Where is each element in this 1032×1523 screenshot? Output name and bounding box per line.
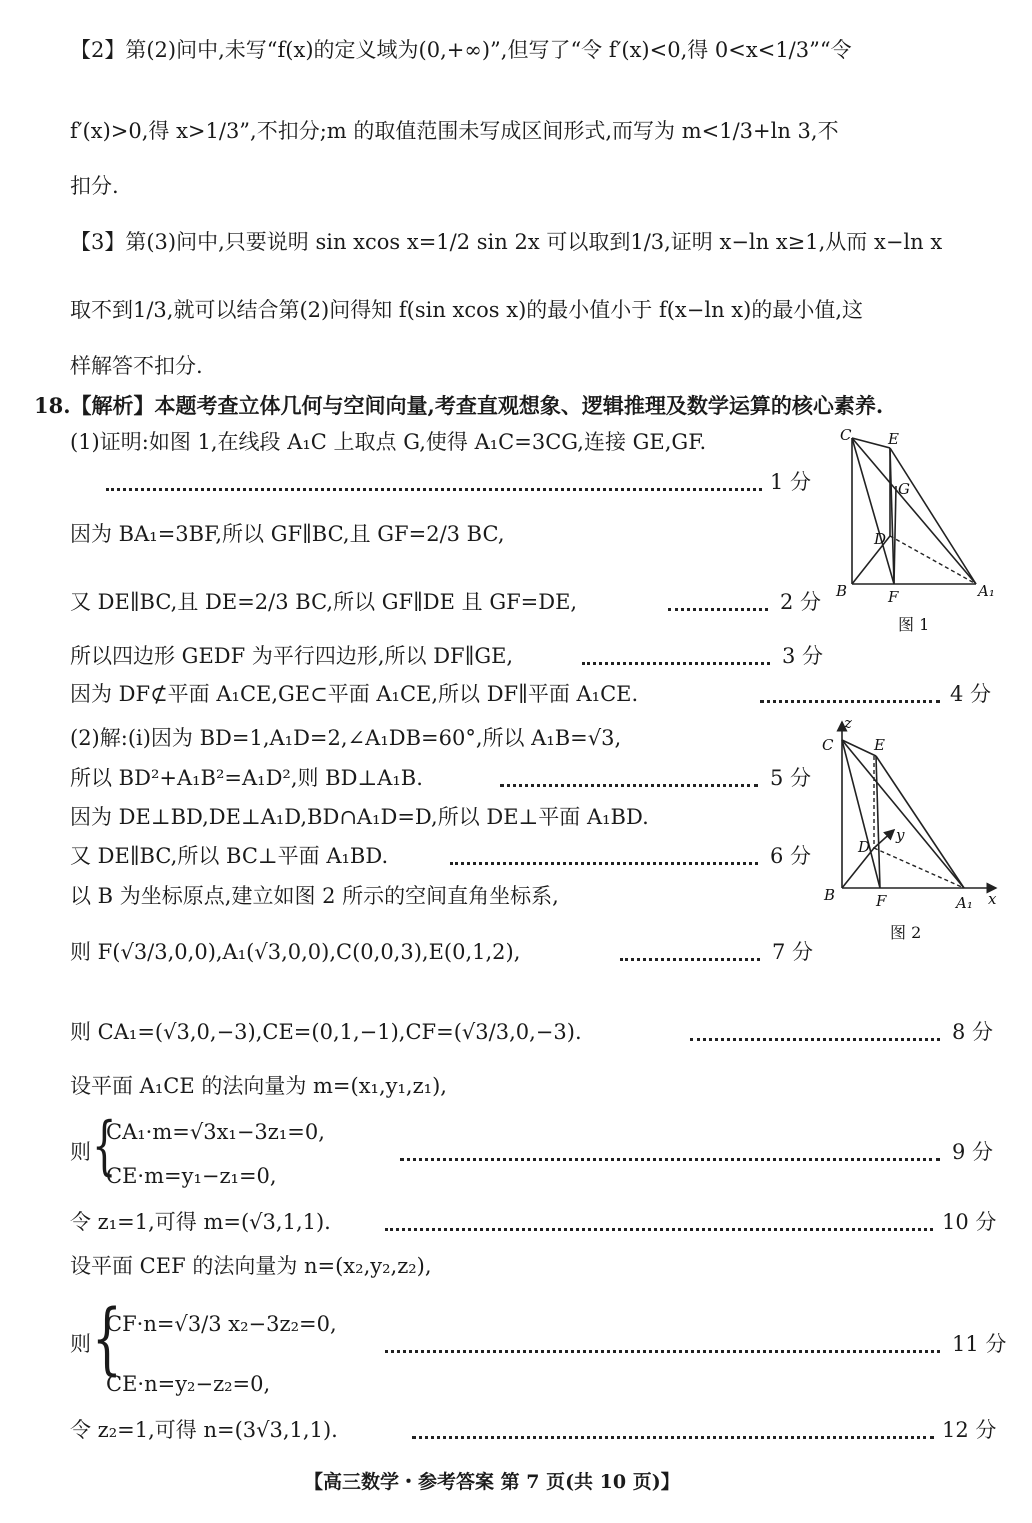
edge-ce	[842, 740, 876, 756]
p2-line5: 以 B 为坐标原点,建立如图 2 所示的空间直角坐标系,	[70, 884, 559, 908]
p2-line7: 则 CA₁=(√3,0,−3),CE=(0,1,−1),CF=(√3/3,0,−3).	[70, 1020, 582, 1044]
edge-ef	[876, 756, 880, 888]
score-1: 1 分	[770, 470, 812, 494]
label-e: E	[888, 430, 899, 448]
score-5: 5 分	[770, 766, 812, 790]
fig1-caption: 图 1	[898, 615, 930, 634]
label-c: C	[840, 426, 852, 444]
p2-line3: 因为 DE⊥BD,DE⊥A₁D,BD∩A₁D=D,所以 DE⊥平面 A₁BD.	[70, 805, 649, 829]
edge-ea1	[890, 448, 976, 584]
dot-leader	[385, 1350, 940, 1353]
score-9: 9 分	[952, 1140, 994, 1164]
note3-line1: 【3】第(3)问中,只要说明 sin xcos x=1/2 sin 2x 可以取到1/3,证明 x−ln x≥1,从而 x−ln x	[70, 230, 943, 254]
score-10: 10 分	[942, 1210, 997, 1234]
score-4: 4 分	[950, 682, 992, 706]
then-label: 则	[70, 1332, 91, 1356]
edge-fg	[894, 486, 896, 584]
dot-leader	[400, 1158, 940, 1161]
note3-line3: 样解答不扣分.	[70, 354, 203, 378]
p2-eq2: CE·m=y₁−z₁=0,	[106, 1164, 277, 1188]
figure-1	[828, 426, 1008, 636]
dot-leader	[385, 1228, 933, 1231]
label-e: E	[874, 736, 885, 754]
note3-line2: 取不到1/3,就可以结合第(2)问得知 f(sin xcos x)的最小值小于 f(x−ln x)的最小值,这	[70, 298, 863, 322]
label-z: z	[844, 716, 852, 732]
dot-leader	[690, 1038, 940, 1041]
q18-header: 18.【解析】本题考查立体几何与空间向量,考查直观想象、逻辑推理及数学运算的核心素养.	[34, 393, 884, 418]
label-f: F	[888, 588, 899, 606]
label-c: C	[822, 736, 834, 754]
label-b: B	[824, 886, 836, 904]
score-11: 11 分	[952, 1332, 1007, 1356]
dot-leader	[760, 700, 940, 703]
score-8: 8 分	[952, 1020, 994, 1044]
page-footer: 【高三数学・参考答案 第 7 页(共 10 页)】	[304, 1471, 680, 1493]
label-g: G	[898, 480, 910, 498]
fig2-caption: 图 2	[890, 923, 922, 942]
p1-line1: (1)证明:如图 1,在线段 A₁C 上取点 G,使得 A₁C=3CG,连接 GE,GF.	[70, 430, 707, 454]
edge-ce	[852, 438, 890, 448]
p2-line2: 所以 BD²+A₁B²=A₁D²,则 BD⊥A₁B.	[70, 766, 423, 790]
label-f: F	[876, 892, 887, 910]
label-a1: A₁	[956, 894, 973, 912]
p2-line1: (2)解:(ⅰ)因为 BD=1,A₁D=2,∠A₁DB=60°,所以 A₁B=√3,	[70, 726, 622, 750]
note2-line3: 扣分.	[70, 174, 119, 198]
dot-leader	[620, 958, 760, 961]
then-label: 则	[70, 1140, 91, 1164]
label-y: y	[896, 826, 905, 844]
p2-line15: 令 z₂=1,可得 n=(3√3,1,1).	[70, 1418, 338, 1442]
edge-ca1	[852, 438, 976, 584]
edge-cf	[852, 438, 894, 584]
p2-eq3: CF·n=√3/3 x₂−3z₂=0,	[106, 1312, 337, 1336]
figure-2	[816, 716, 1012, 948]
brace: {	[92, 1109, 117, 1183]
p1-line2: 因为 BA₁=3BF,所以 GF∥BC,且 GF=2/3 BC,	[70, 522, 505, 546]
p2-line6: 则 F(√3/3,0,0),A₁(√3,0,0),C(0,0,3),E(0,1,2),	[70, 940, 521, 964]
p1-line3: 又 DE∥BC,且 DE=2/3 BC,所以 GF∥DE 且 GF=DE,	[70, 590, 578, 614]
p1-line5: 因为 DF⊄平面 A₁CE,GE⊂平面 A₁CE,所以 DF∥平面 A₁CE.	[70, 682, 639, 706]
note2-line1: 【2】第(2)问中,未写“f(x)的定义域为(0,+∞)”,但写了“令 f′(x)<0,得 0<x<1/3”“令	[70, 38, 852, 62]
dot-leader	[412, 1436, 934, 1439]
score-6: 6 分	[770, 844, 812, 868]
p2-line8: 设平面 A₁CE 的法向量为 m=(x₁,y₁,z₁),	[70, 1074, 447, 1098]
p2-eq1: CA₁·m=√3x₁−3z₁=0,	[106, 1120, 325, 1144]
p1-line4: 所以四边形 GEDF 为平行四边形,所以 DF∥GE,	[70, 644, 514, 668]
label-d: D	[858, 838, 871, 856]
score-7: 7 分	[772, 940, 814, 964]
dot-leader	[500, 784, 758, 787]
p2-line4: 又 DE∥BC,所以 BC⊥平面 A₁BD.	[70, 844, 389, 868]
dot-leader	[450, 862, 758, 865]
axis-y	[874, 830, 894, 848]
score-3: 3 分	[782, 644, 824, 668]
label-d: D	[874, 530, 887, 548]
score-2: 2 分	[780, 590, 822, 614]
dot-leader	[106, 488, 762, 491]
edge-da1	[890, 536, 976, 584]
p2-line12: 设平面 CEF 的法向量为 n=(x₂,y₂,z₂),	[70, 1254, 432, 1278]
label-b: B	[836, 582, 848, 600]
score-12: 12 分	[942, 1418, 997, 1442]
dot-leader	[582, 662, 770, 665]
p2-line11: 令 z₁=1,可得 m=(√3,1,1).	[70, 1210, 331, 1234]
brace: {	[92, 1294, 122, 1384]
label-a1: A₁	[978, 582, 995, 600]
label-x: x	[988, 890, 997, 908]
p2-eq4: CE·n=y₂−z₂=0,	[106, 1372, 271, 1396]
dot-leader	[668, 608, 768, 611]
note2-line2: f′(x)>0,得 x>1/3”,不扣分;m 的取值范围未写成区间形式,而写为 m<1/3+ln 3,不	[70, 119, 839, 143]
